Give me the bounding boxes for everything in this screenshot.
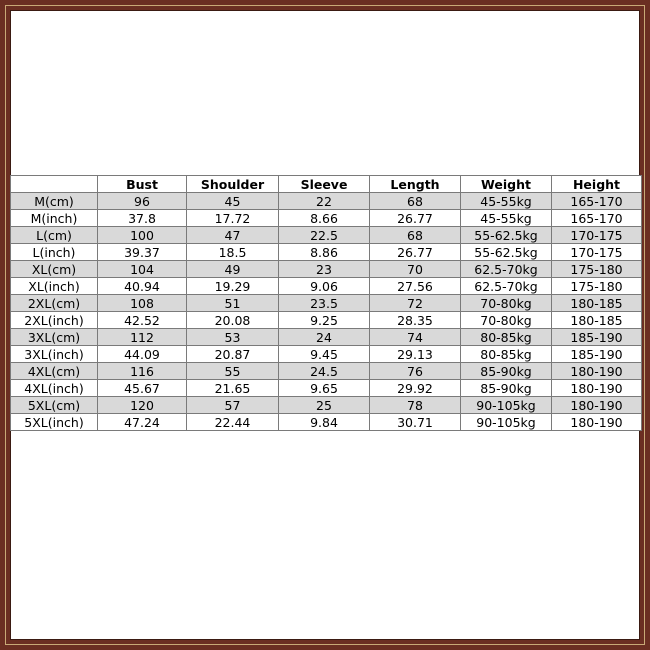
table-cell: 9.84 <box>279 414 370 431</box>
table-row <box>11 397 642 414</box>
table-cell: 9.06 <box>279 278 370 295</box>
size-chart-table <box>10 175 642 431</box>
table-cell: 85-90kg <box>461 380 552 397</box>
table-cell: 180-190 <box>552 380 642 397</box>
size-label-cell: 5XL(inch) <box>11 414 98 431</box>
table-cell: 85-90kg <box>461 363 552 380</box>
header-row <box>11 176 642 193</box>
size-label-cell: 5XL(cm) <box>11 397 98 414</box>
table-cell: 80-85kg <box>461 346 552 363</box>
table-cell: 90-105kg <box>461 414 552 431</box>
table-cell: 55-62.5kg <box>461 244 552 261</box>
size-label-cell: 2XL(inch) <box>11 312 98 329</box>
table-cell: 17.72 <box>187 210 279 227</box>
table-cell: 45-55kg <box>461 193 552 210</box>
table-cell: 170-175 <box>552 244 642 261</box>
header-cell-sleeve: Sleeve <box>279 176 370 193</box>
table-cell: 70-80kg <box>461 312 552 329</box>
table-cell: 18.5 <box>187 244 279 261</box>
table-row <box>11 414 642 431</box>
header-cell-bust: Bust <box>98 176 187 193</box>
table-cell: 175-180 <box>552 261 642 278</box>
table-cell: 23 <box>279 261 370 278</box>
table-cell: 104 <box>98 261 187 278</box>
table-row <box>11 227 642 244</box>
table-cell: 180-190 <box>552 363 642 380</box>
size-label-cell: 2XL(cm) <box>11 295 98 312</box>
table-cell: 40.94 <box>98 278 187 295</box>
table-row <box>11 329 642 346</box>
table-cell: 70 <box>370 261 461 278</box>
table-cell: 180-185 <box>552 295 642 312</box>
header-cell-shoulder: Shoulder <box>187 176 279 193</box>
table-cell: 185-190 <box>552 329 642 346</box>
table-cell: 80-85kg <box>461 329 552 346</box>
table-cell: 8.66 <box>279 210 370 227</box>
table-cell: 70-80kg <box>461 295 552 312</box>
size-label-cell: M(inch) <box>11 210 98 227</box>
table-cell: 47.24 <box>98 414 187 431</box>
size-label-cell: 3XL(cm) <box>11 329 98 346</box>
size-label-cell: M(cm) <box>11 193 98 210</box>
table-cell: 68 <box>370 193 461 210</box>
table-cell: 180-190 <box>552 414 642 431</box>
table-cell: 74 <box>370 329 461 346</box>
table-cell: 28.35 <box>370 312 461 329</box>
table-cell: 42.52 <box>98 312 187 329</box>
table-row <box>11 380 642 397</box>
size-label-cell: L(inch) <box>11 244 98 261</box>
table-cell: 180-185 <box>552 312 642 329</box>
table-row <box>11 346 642 363</box>
table-cell: 9.25 <box>279 312 370 329</box>
table-body <box>11 193 642 431</box>
table-cell: 116 <box>98 363 187 380</box>
table-cell: 45 <box>187 193 279 210</box>
table-cell: 44.09 <box>98 346 187 363</box>
table-cell: 165-170 <box>552 193 642 210</box>
table-cell: 8.86 <box>279 244 370 261</box>
table-cell: 29.92 <box>370 380 461 397</box>
table-cell: 21.65 <box>187 380 279 397</box>
size-label-cell: 3XL(inch) <box>11 346 98 363</box>
table-row <box>11 278 642 295</box>
table-cell: 25 <box>279 397 370 414</box>
table-cell: 120 <box>98 397 187 414</box>
header-cell-length: Length <box>370 176 461 193</box>
table-cell: 62.5-70kg <box>461 278 552 295</box>
table-cell: 19.29 <box>187 278 279 295</box>
table-cell: 22 <box>279 193 370 210</box>
table-cell: 27.56 <box>370 278 461 295</box>
table-cell: 51 <box>187 295 279 312</box>
table-cell: 22.44 <box>187 414 279 431</box>
table-cell: 22.5 <box>279 227 370 244</box>
size-label-cell: L(cm) <box>11 227 98 244</box>
table-cell: 24.5 <box>279 363 370 380</box>
table-row <box>11 295 642 312</box>
table-row <box>11 312 642 329</box>
table-cell: 90-105kg <box>461 397 552 414</box>
table-cell: 26.77 <box>370 244 461 261</box>
table-cell: 24 <box>279 329 370 346</box>
table-cell: 30.71 <box>370 414 461 431</box>
table-cell: 175-180 <box>552 278 642 295</box>
table-cell: 78 <box>370 397 461 414</box>
table-row <box>11 210 642 227</box>
table-cell: 100 <box>98 227 187 244</box>
table-cell: 76 <box>370 363 461 380</box>
table-cell: 62.5-70kg <box>461 261 552 278</box>
size-label-cell: XL(cm) <box>11 261 98 278</box>
table-row <box>11 193 642 210</box>
table-cell: 72 <box>370 295 461 312</box>
table-cell: 185-190 <box>552 346 642 363</box>
table-cell: 45.67 <box>98 380 187 397</box>
table-cell: 108 <box>98 295 187 312</box>
header-cell-size <box>11 176 98 193</box>
table-cell: 23.5 <box>279 295 370 312</box>
table-cell: 112 <box>98 329 187 346</box>
table-cell: 9.65 <box>279 380 370 397</box>
size-label-cell: XL(inch) <box>11 278 98 295</box>
header-cell-weight: Weight <box>461 176 552 193</box>
table-cell: 55 <box>187 363 279 380</box>
table-cell: 26.77 <box>370 210 461 227</box>
table-cell: 29.13 <box>370 346 461 363</box>
table-cell: 68 <box>370 227 461 244</box>
table-row <box>11 244 642 261</box>
table-cell: 170-175 <box>552 227 642 244</box>
table-cell: 53 <box>187 329 279 346</box>
table-cell: 49 <box>187 261 279 278</box>
size-label-cell: 4XL(inch) <box>11 380 98 397</box>
table-cell: 55-62.5kg <box>461 227 552 244</box>
table-cell: 165-170 <box>552 210 642 227</box>
size-label-cell: 4XL(cm) <box>11 363 98 380</box>
table-cell: 45-55kg <box>461 210 552 227</box>
table-cell: 9.45 <box>279 346 370 363</box>
table-cell: 37.8 <box>98 210 187 227</box>
header-cell-height: Height <box>552 176 642 193</box>
table-row <box>11 363 642 380</box>
table-cell: 20.87 <box>187 346 279 363</box>
table-cell: 180-190 <box>552 397 642 414</box>
table-cell: 47 <box>187 227 279 244</box>
table-cell: 20.08 <box>187 312 279 329</box>
table-cell: 57 <box>187 397 279 414</box>
table-cell: 39.37 <box>98 244 187 261</box>
table-cell: 96 <box>98 193 187 210</box>
table-row <box>11 261 642 278</box>
